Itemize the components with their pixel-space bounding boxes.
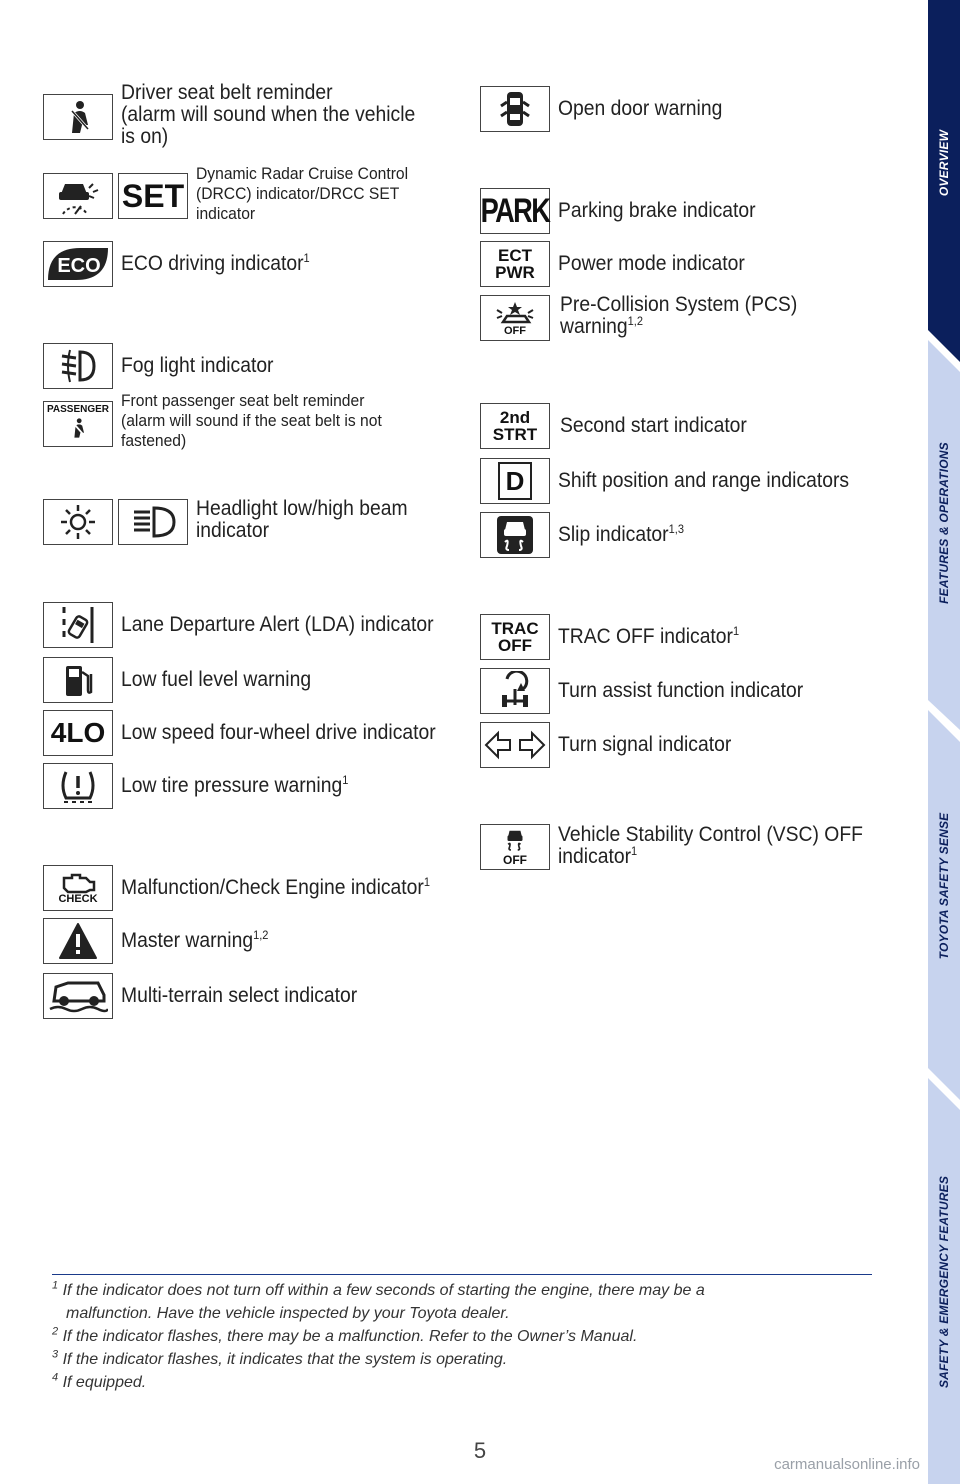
lowfuel-label: Low fuel level warning bbox=[121, 668, 312, 691]
vsc-off-icon: OFF bbox=[480, 824, 550, 870]
pcs-label-1: Pre-Collision System (PCS) bbox=[560, 293, 798, 316]
entry-parking-brake bbox=[480, 188, 773, 234]
turnassist-label: Turn assist function indicator bbox=[558, 679, 804, 702]
warning-triangle-icon bbox=[43, 918, 113, 964]
entry-headlight bbox=[43, 499, 426, 545]
entry-tire-pressure bbox=[43, 763, 368, 809]
master-footnote-ref: 1,2 bbox=[253, 928, 269, 942]
turn-signal-arrows-icon bbox=[480, 722, 550, 768]
second-start-icon: 2nd STRT bbox=[480, 403, 550, 449]
drcc-label-2: (DRCC) indicator/DRCC SET bbox=[196, 184, 400, 203]
entry-drcc bbox=[43, 164, 427, 224]
headlight-label-2: indicator bbox=[196, 519, 270, 542]
fuel-pump-icon bbox=[43, 657, 113, 703]
entry-shift-position bbox=[480, 458, 874, 504]
drcc-label-1: Dynamic Radar Cruise Control bbox=[196, 164, 409, 183]
headlight-low-icon bbox=[43, 499, 113, 545]
entry-second-start bbox=[480, 403, 763, 449]
open-door-icon bbox=[480, 86, 550, 132]
lane-departure-icon bbox=[43, 602, 113, 648]
entry-lda bbox=[43, 602, 461, 648]
pcs-label-2: warning bbox=[560, 315, 628, 338]
park-label: Parking brake indicator bbox=[558, 199, 756, 222]
seatbelt-label-3: is on) bbox=[121, 125, 169, 148]
four-lo-icon: 4LO bbox=[43, 710, 113, 756]
high-beam-icon bbox=[118, 499, 188, 545]
page-number: 5 bbox=[473, 1438, 487, 1463]
footnotes bbox=[52, 1274, 872, 1394]
entry-check-engine bbox=[43, 865, 457, 911]
vsc-label-1: Vehicle Stability Control (VSC) OFF bbox=[558, 823, 863, 846]
lda-label: Lane Departure Alert (LDA) indicator bbox=[121, 613, 434, 636]
svg-text:ECO: ECO bbox=[57, 255, 101, 277]
footnote-2: $^2$ If the indicator flashes, there may be a malfunction. Refer to the Owner’s Manual. bbox=[52, 1325, 638, 1345]
fog-label: Fog light indicator bbox=[121, 354, 274, 377]
pcs-off-icon: OFF bbox=[480, 295, 550, 341]
entry-eco bbox=[43, 241, 326, 287]
pcs-footnote-ref: 1,2 bbox=[627, 314, 644, 328]
tab-safety-emergency[interactable]: SAFETY & EMERGENCY FEATURES bbox=[937, 1175, 951, 1389]
vsc-footnote-ref: 1 bbox=[631, 844, 638, 858]
passenger-label-3: fastened) bbox=[121, 431, 187, 450]
entry-passenger-seatbelt bbox=[43, 391, 404, 451]
passenger-label-2: (alarm will sound if the seat belt is not bbox=[121, 411, 382, 430]
entry-open-door bbox=[480, 86, 737, 132]
entry-turn-signal bbox=[480, 722, 746, 768]
second-label: Second start indicator bbox=[560, 414, 747, 437]
tab-overview[interactable]: OVERVIEW bbox=[937, 129, 951, 197]
eco-footnote-ref: 1 bbox=[303, 251, 310, 265]
tab-features-operations[interactable]: FEATURES & OPERATIONS bbox=[937, 442, 951, 604]
check-footnote-ref: 1 bbox=[423, 875, 431, 889]
passenger-label-1: Front passenger seat belt reminder bbox=[121, 391, 365, 410]
seatbelt-label-1: Driver seat belt reminder bbox=[121, 81, 333, 104]
entry-pcs bbox=[480, 295, 818, 341]
shift-label: Shift position and range indicators bbox=[558, 469, 850, 492]
trac-label: TRAC OFF indicator bbox=[558, 625, 733, 648]
fog-light-icon bbox=[43, 343, 113, 389]
turn-assist-icon bbox=[480, 668, 550, 714]
trac-off-icon: TRAC OFF bbox=[480, 614, 550, 660]
ect-pwr-icon: ECT PWR bbox=[480, 241, 550, 287]
fourlo-label: Low speed four-wheel drive indicator bbox=[121, 721, 436, 744]
check-label: Malfunction/Check Engine indicator bbox=[121, 876, 424, 899]
trac-footnote-ref: 1 bbox=[732, 624, 740, 638]
eco-icon bbox=[43, 241, 113, 287]
entry-fog bbox=[43, 343, 287, 389]
entry-trac-off bbox=[480, 614, 755, 660]
footnote-1: $^1$ If the indicator does not turn off within a few seconds of starting the engine, there may be a malfunction. Have the vehicle inspected by your Toyota dealer. bbox=[52, 1279, 705, 1322]
entry-driver-seatbelt bbox=[43, 81, 441, 148]
entry-low-fuel bbox=[43, 657, 328, 703]
turnsignal-label: Turn signal indicator bbox=[558, 733, 732, 756]
multi-terrain-icon bbox=[43, 973, 113, 1019]
passenger-seatbelt-icon: PASSENGER bbox=[43, 401, 113, 447]
entry-turn-assist bbox=[480, 668, 825, 714]
power-label: Power mode indicator bbox=[558, 252, 745, 275]
terrain-label: Multi-terrain select indicator bbox=[121, 984, 358, 1007]
drcc-label-3: indicator bbox=[196, 204, 256, 223]
seatbelt-label-2: (alarm will sound when the vehicle bbox=[121, 103, 416, 126]
entry-slip bbox=[480, 512, 695, 558]
footnote-3: $^3$ If the indicator flashes, it indicates that the system is operating. bbox=[52, 1348, 508, 1368]
entry-multi-terrain bbox=[43, 973, 378, 1019]
vsc-label-2: indicator bbox=[558, 845, 632, 868]
watermark-text: carmanualsonline.info bbox=[774, 1456, 920, 1473]
entry-master-warning bbox=[43, 918, 281, 964]
entry-4lo bbox=[43, 710, 463, 756]
seatbelt-icon bbox=[43, 94, 113, 140]
door-label: Open door warning bbox=[558, 97, 723, 120]
slip-footnote-ref: 1,3 bbox=[668, 522, 684, 536]
slip-icon bbox=[480, 512, 550, 558]
radar-cruise-icon bbox=[43, 173, 113, 219]
master-label: Master warning bbox=[121, 929, 254, 952]
tire-label: Low tire pressure warning bbox=[121, 774, 343, 797]
slip-label: Slip indicator bbox=[558, 523, 669, 546]
eco-label: ECO driving indicator bbox=[121, 252, 304, 275]
tab-toyota-safety-sense[interactable]: TOYOTA SAFETY SENSE bbox=[937, 812, 951, 960]
park-icon: PARK bbox=[480, 188, 550, 234]
tire-footnote-ref: 1 bbox=[342, 773, 349, 787]
entry-vsc-off bbox=[480, 824, 889, 870]
drcc-set-icon: SET bbox=[118, 173, 188, 219]
shift-d-icon: D bbox=[480, 458, 550, 504]
entry-power-mode bbox=[480, 241, 761, 287]
headlight-label-1: Headlight low/high beam bbox=[196, 497, 408, 520]
check-engine-icon: CHECK bbox=[43, 865, 113, 911]
tire-pressure-icon bbox=[43, 763, 113, 809]
footnote-4: $^4$ If equipped. bbox=[52, 1371, 147, 1391]
